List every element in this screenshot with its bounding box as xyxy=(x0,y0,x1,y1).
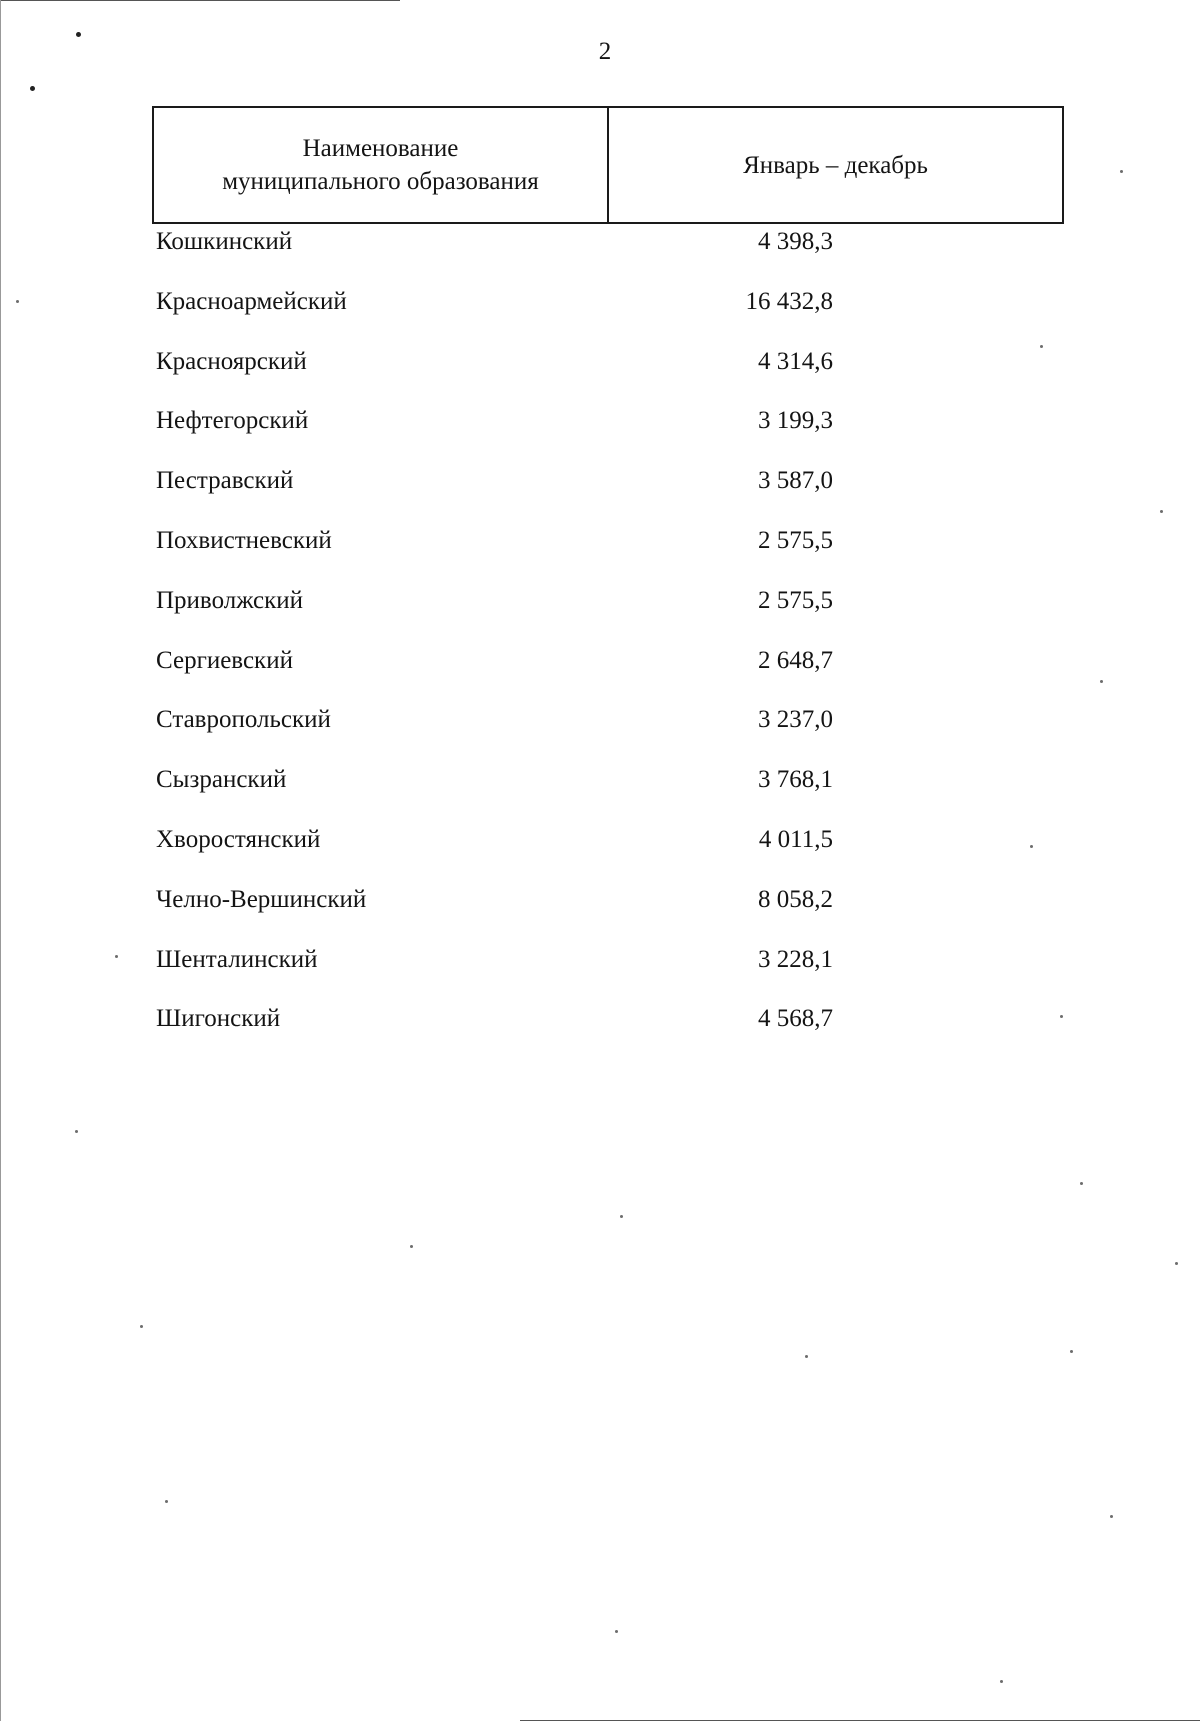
table-row xyxy=(152,940,1064,1000)
municipality-name: Приволжский xyxy=(156,586,304,614)
scan-speck xyxy=(165,1500,168,1503)
municipality-value: 2 575,5 xyxy=(758,526,833,554)
scan-speck xyxy=(615,1630,618,1633)
municipality-value: 4 011,5 xyxy=(758,825,833,853)
municipality-value: 16 432,8 xyxy=(745,287,833,315)
scan-speck xyxy=(16,300,19,303)
table-row xyxy=(152,581,1064,641)
header-municipality-name: Наименование муниципального образования xyxy=(154,108,609,222)
municipality-name: Шенталинский xyxy=(156,945,318,973)
municipality-value: 2 575,5 xyxy=(758,586,833,614)
table-row xyxy=(152,641,1064,701)
municipality-value: 3 587,0 xyxy=(758,467,833,495)
table-row xyxy=(152,401,1064,461)
municipality-name: Красноармейский xyxy=(156,287,347,315)
table-row xyxy=(152,700,1064,760)
municipality-value: 4 398,3 xyxy=(758,228,833,255)
municipality-name: Кошкинский xyxy=(156,228,293,255)
table-row xyxy=(152,222,1064,282)
page-number: 2 xyxy=(598,38,612,65)
table-row xyxy=(152,999,1064,1059)
scan-speck xyxy=(1080,1182,1083,1185)
scan-speck xyxy=(1120,170,1123,173)
municipality-name: Сергиевский xyxy=(156,646,293,674)
municipality-name: Ставропольский xyxy=(156,706,331,734)
scan-speck xyxy=(30,86,35,91)
municipality-value: 4 314,6 xyxy=(758,347,833,375)
scan-edge-left xyxy=(0,0,1,1721)
municipality-name: Пестравский xyxy=(156,467,294,495)
scan-edge-top xyxy=(0,0,400,1)
table-header xyxy=(152,106,1064,224)
municipality-name: Нефтегорский xyxy=(156,407,309,435)
scan-speck xyxy=(1110,1515,1113,1518)
table-row xyxy=(152,282,1064,342)
scan-speck xyxy=(1000,1680,1003,1683)
municipality-name: Челно-Вершинский xyxy=(156,885,367,913)
municipality-name: Шигонский xyxy=(156,1005,281,1033)
municipality-value: 3 768,1 xyxy=(758,766,833,794)
municipality-name: Хворостянский xyxy=(156,825,321,853)
scan-speck xyxy=(410,1245,413,1248)
municipality-name: Сызранский xyxy=(156,766,287,794)
scan-speck xyxy=(140,1325,143,1328)
header-period: Январь – декабрь xyxy=(743,151,928,179)
scan-speck xyxy=(805,1355,808,1358)
table-row xyxy=(152,461,1064,521)
municipality-name: Похвистневский xyxy=(156,526,332,554)
table-row xyxy=(152,880,1064,940)
scan-speck xyxy=(1160,510,1163,513)
municipality-value: 2 648,7 xyxy=(758,646,833,674)
scan-speck xyxy=(115,955,118,958)
scan-speck xyxy=(1175,1262,1178,1265)
municipality-name: Красноярский xyxy=(156,347,307,375)
municipality-value: 3 237,0 xyxy=(758,706,833,734)
scan-speck xyxy=(1070,1350,1073,1353)
municipality-value: 3 199,3 xyxy=(758,407,833,435)
table-body xyxy=(152,222,1064,1059)
scan-speck xyxy=(1100,680,1103,683)
scan-speck xyxy=(75,1130,78,1133)
municipality-value: 8 058,2 xyxy=(758,885,833,913)
table-row xyxy=(152,760,1064,820)
table-row xyxy=(152,820,1064,880)
municipality-value: 4 568,7 xyxy=(758,1005,833,1033)
municipality-value: 3 228,1 xyxy=(758,945,833,973)
scan-speck xyxy=(76,32,81,37)
table-row xyxy=(152,342,1064,402)
scan-speck xyxy=(620,1215,623,1218)
table-row xyxy=(152,521,1064,581)
